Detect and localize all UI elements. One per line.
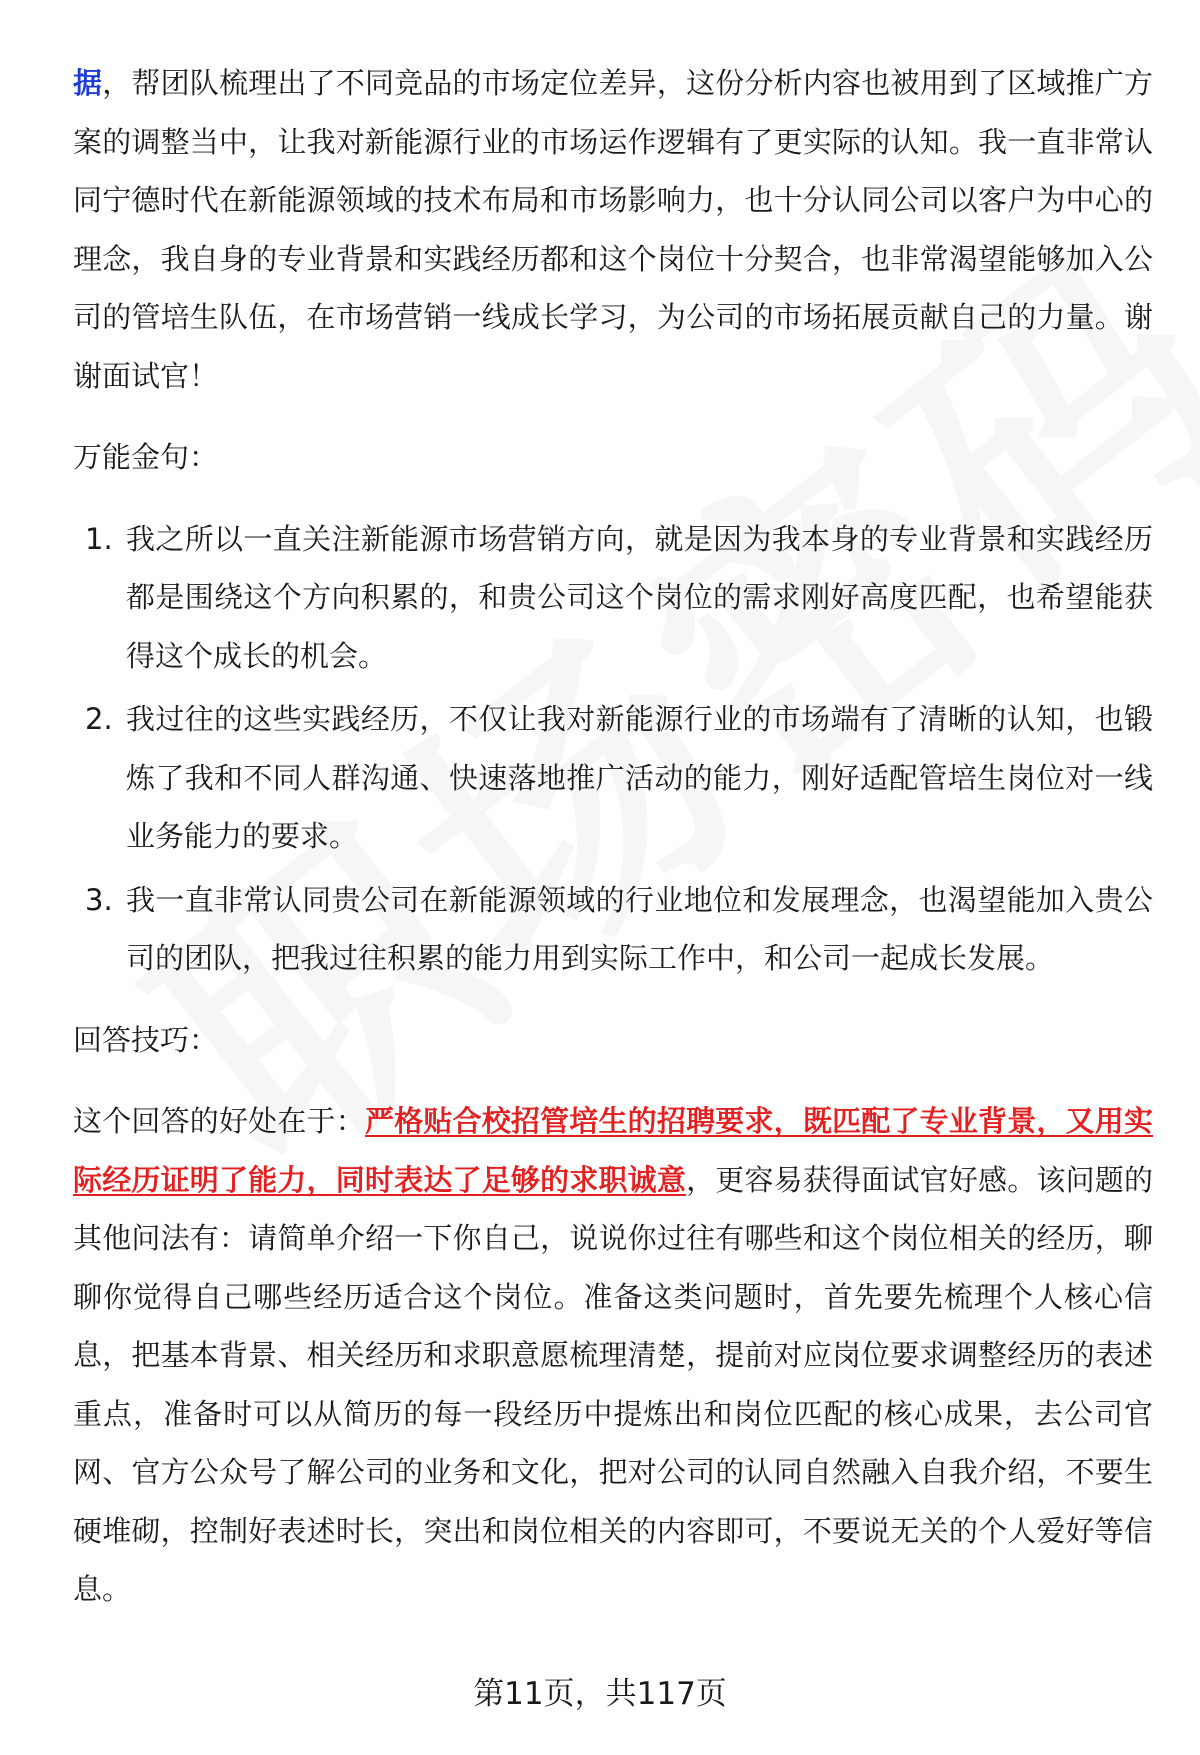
list-item-text: 我之所以一直关注新能源市场营销方向，就是因为我本身的专业背景和实践经历都是围绕这个方向积累的，和贵公司这个岗位的需求刚好高度匹配，也希望能获得这个成长的机会。 [126, 521, 1153, 673]
tips-title: 回答技巧： [73, 1022, 219, 1057]
page-footer: 第11页，共117页 [473, 1676, 727, 1712]
intro-paragraph [73, 54, 1153, 405]
golden-sentences-list [73, 510, 1153, 988]
tips-highlight: 严格贴合校招管培生的招聘要求，既匹配了专业背景，又用实际经历证明了能力，同时表达了足够的求职诚意 [73, 1104, 1153, 1197]
list-number: 3. [85, 882, 113, 917]
intro-first-char: 据 [73, 66, 103, 100]
list-item [73, 690, 1153, 866]
tips-paragraph [73, 1092, 1153, 1619]
golden-sentences-title: 万能金句： [73, 440, 219, 474]
list-item-text: 我一直非常认同贵公司在新能源领域的行业地位和发展理念，也渴望能加入贵公司的团队，把我过往积累的能力用到实际工作中，和公司一起成长发展。 [126, 882, 1153, 975]
list-number: 1. [85, 521, 113, 556]
intro-text: ，帮团队梳理出了不同竞品的市场定位差异，这份分析内容也被用到了区域推广方案的调整当中，让我对新能源行业的市场运作逻辑有了更实际的认知。我一直非常认同宁德时代在新能源领域的技术布局和市场影响力，也十分认同公司以客户为中心的理念，我自身的专业背景和实践经历都和这个岗位十分契合，也非常渴望能够加入公司的管培生队伍，在市场营销一线成长学习，为公司的市场拓展贡献自己的力量。谢谢面试官！ [73, 66, 1153, 393]
tips-text: ，更容易获得面试官好感。该问题的其他问法有：请简单介绍一下你自己，说说你过往有哪些和这个岗位相关的经历，聊聊你觉得自己哪些经历适合这个岗位。准备这类问题时，首先要先梳理个人核心信息，把基本背景、相关经历和求职意愿梳理清楚，提前对应岗位要求调整经历的表述重点，准备时可以从简历的每一段经历中提炼出和岗位匹配的核心成果，去公司官网、官方公众号了解公司的业务和文化，把对公司的认同自然融入自我介绍，不要生硬堆砌，控制好表述时长，突出和岗位相关的内容即可，不要说无关的个人爱好等信息。 [73, 1162, 1153, 1606]
document-page [73, 54, 1153, 1619]
list-item [73, 871, 1153, 988]
list-number: 2. [85, 702, 113, 736]
tips-lead: 这个回答的好处在于： [73, 1104, 365, 1138]
list-item-text: 我过往的这些实践经历，不仅让我对新能源行业的市场端有了清晰的认知，也锻炼了我和不同人群沟通、快速落地推广活动的能力，刚好适配管培生岗位对一线业务能力的要求。 [126, 702, 1153, 853]
list-item [73, 510, 1153, 686]
